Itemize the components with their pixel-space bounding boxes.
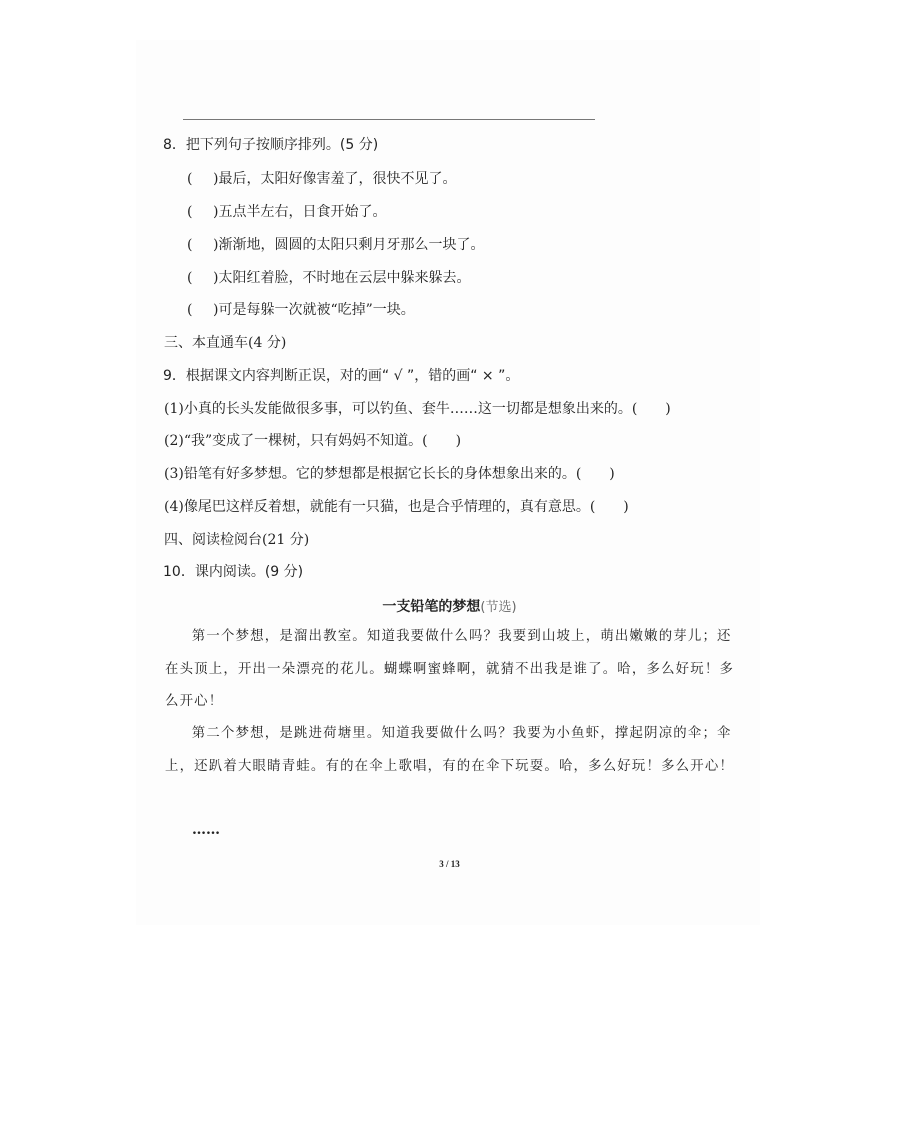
q8-item	[187, 236, 484, 254]
question-9-header: 9．根据课文内容判断正误，对的画“ √ ”，错的画“ × ”。	[163, 368, 520, 384]
q8-item-text: 太阳红着脸，不时地在云层中躲来躲去。	[218, 270, 471, 286]
q9-item-2: (2)“我”变成了一棵树，只有妈妈不知道。( )	[164, 433, 462, 449]
q9-item-3: (3)铅笔有好多梦想。它的梦想都是根据它长长的身体想象出来的。( )	[164, 466, 615, 482]
q8-item-blank-open[interactable]: (	[187, 171, 193, 187]
q8-item-text: 最后，太阳好像害羞了，很快不见了。	[218, 171, 457, 187]
answer-line	[183, 119, 595, 120]
q8-item-blank-open[interactable]: (	[187, 204, 193, 220]
q8-item-blank-close: )	[213, 237, 219, 253]
q8-item-blank-open[interactable]: (	[187, 237, 193, 253]
q8-item-blank-open[interactable]: (	[187, 270, 193, 286]
q8-item-blank-close: )	[213, 171, 219, 187]
q8-item	[187, 203, 386, 221]
q8-item-text: 五点半左右，日食开始了。	[218, 204, 387, 220]
q8-item-blank-open[interactable]: (	[187, 302, 193, 318]
q8-item	[187, 269, 470, 287]
question-10-header: 10．课内阅读。(9 分)	[163, 564, 304, 580]
q8-item	[187, 301, 415, 319]
q8-item-blank-close: )	[213, 204, 219, 220]
passage-title-text: 一支铅笔的梦想	[382, 599, 481, 615]
q8-item-blank-close: )	[213, 302, 219, 318]
passage-paragraph-1: 第一个梦想，是溜出教室。知道我要做什么吗？我要到山坡上，萌出嫩嫩的芽儿；还在头顶上，开出一朵漂亮的花儿。蝴蝶啊蜜蜂啊，就猜不出我是谁了。哈，多么好玩！多么开心！	[165, 629, 735, 709]
section-3-header: 三、本直通车(4 分)	[164, 335, 287, 351]
q8-item	[187, 170, 456, 188]
q8-item-blank-close: )	[213, 270, 219, 286]
section-4-header: 四、阅读检阅台(21 分)	[164, 532, 310, 548]
q8-item-text: 可是每躲一次就被“吃掉”一块。	[218, 302, 415, 318]
q9-item-1: (1)小真的长头发能做很多事，可以钓鱼、套牛……这一切都是想象出来的。( )	[164, 401, 671, 417]
passage-subtitle: (节选)	[480, 600, 517, 615]
q9-item-4: (4)像尾巴这样反着想，就能有一只猫，也是合乎情理的，真有意思。( )	[164, 499, 629, 515]
passage-ellipsis: ……	[192, 822, 220, 838]
passage-paragraph-2: 第二个梦想，是跳进荷塘里。知道我要做什么吗？我要为小鱼虾，撑起阴凉的伞；伞上，还趴着大眼睛青蛙。有的在伞上歌唱，有的在伞下玩耍。哈，多么好玩！多么开心！	[165, 726, 735, 774]
q8-item-text: 渐渐地，圆圆的太阳只剩月牙那么一块了。	[218, 237, 485, 253]
passage-title	[0, 596, 899, 616]
page-number: 3 / 13	[439, 859, 460, 869]
question-8-header: 8．把下列句子按顺序排列。(5 分)	[163, 137, 379, 153]
